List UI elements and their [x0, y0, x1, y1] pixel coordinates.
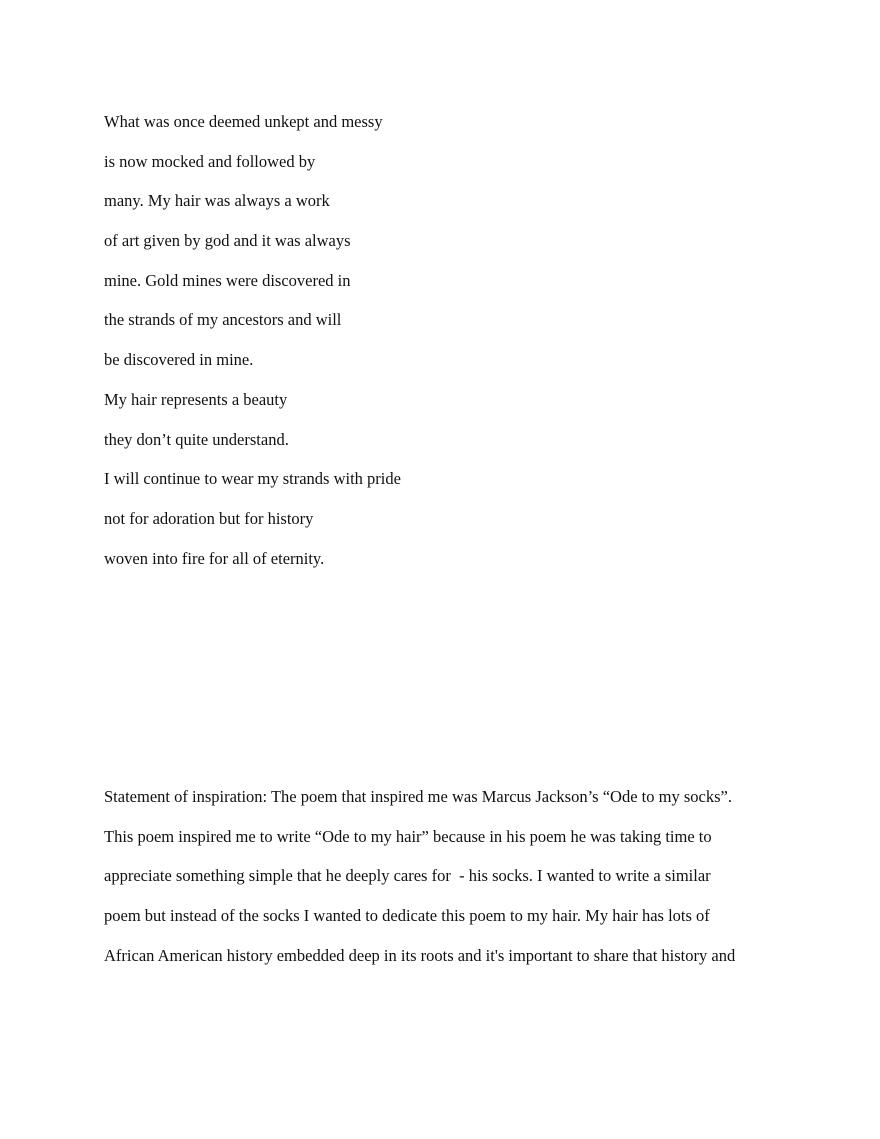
poem-line: What was once deemed unkept and messy [104, 112, 383, 131]
poem-line: woven into fire for all of eternity. [104, 548, 325, 568]
poem [104, 102, 804, 578]
statement-line: This poem inspired me to write “Ode to my hair” because in his poem he was taking time to [104, 826, 712, 846]
poem-line: I will continue to wear my strands with pride [104, 469, 401, 489]
poem-line: they don’t quite understand. [104, 429, 289, 449]
statement-line: Statement of inspiration: The poem that inspired me was Marcus Jackson’s “Ode to my socks”. [104, 787, 732, 806]
statement-line: poem but instead of the socks I wanted to dedicate this poem to my hair. My hair has lots of [104, 906, 710, 926]
poem-line: the strands of my ancestors and will [104, 310, 342, 330]
statement-line: African American history embedded deep in its roots and it's important to share that history and [104, 945, 736, 965]
statement-of-inspiration [104, 777, 804, 975]
poem-line: of art given by god and it was always [104, 231, 351, 251]
poem-line: many. My hair was always a work [104, 191, 330, 211]
statement-line: appreciate something simple that he deeply cares for - his socks. I wanted to write a similar [104, 866, 711, 886]
poem-line: be discovered in mine. [104, 350, 254, 370]
poem-line: mine. Gold mines were discovered in [104, 270, 351, 290]
poem-line: My hair represents a beauty [104, 389, 288, 409]
poem-line: not for adoration but for history [104, 508, 314, 528]
poem-line: is now mocked and followed by [104, 151, 316, 171]
